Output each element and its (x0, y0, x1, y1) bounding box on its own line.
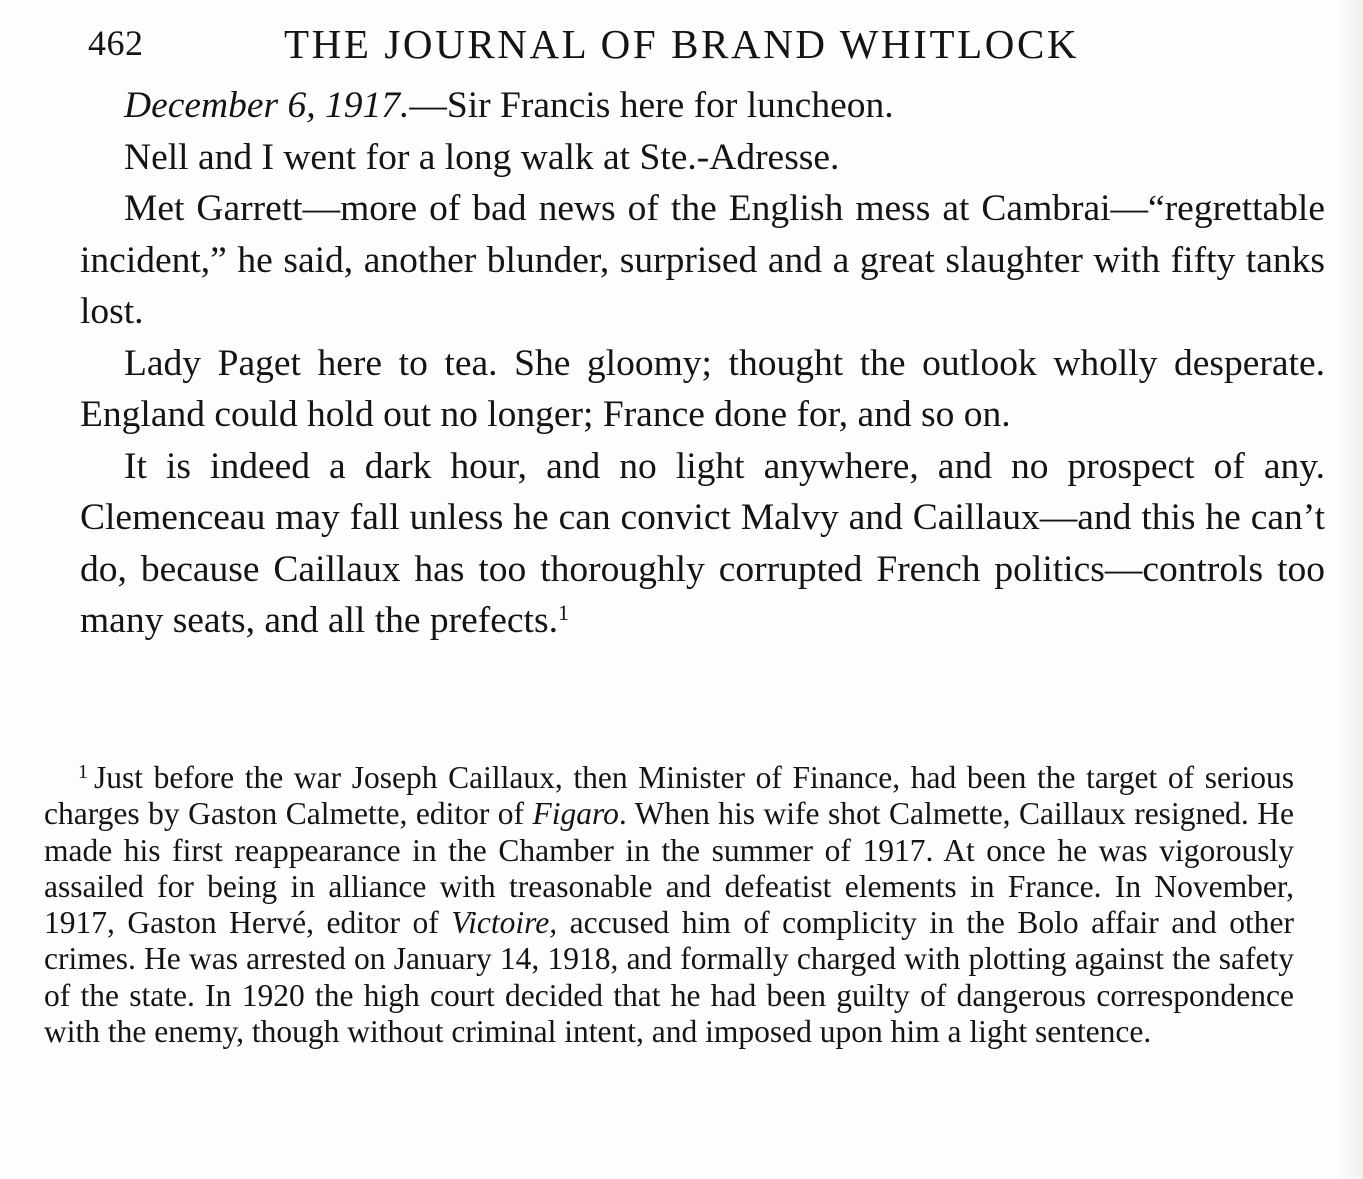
footnote-number: 1 (78, 761, 88, 783)
entry-paragraph-5 (80, 441, 1325, 647)
page-number: 462 (88, 23, 144, 63)
entry-paragraph-3: Met Garrett—more of bad news of the English mess at Cambrai—“regrettable incident,” he said, another blunder, surprised and a great slaughter with fifty tanks lost. (80, 188, 1325, 332)
entry-paragraph-5-text: It is indeed a dark hour, and no light anywhere, and no prospect of any. Clemenceau may fall unless he can convict Malvy and Caillaux—and this he can’t do, because Caillaux has too thoroughly corrupted French politics—controls too many seats, and all the prefects. (80, 445, 1325, 641)
entry-date: December 6, 1917. (124, 85, 410, 126)
footnote-text-b: . When his wife shot Calmette, Caillaux resigned. He made his first reappearance in the Chamber in the summer of 1917. At once he was vigorously assailed for being in alliance with treasonable and defeatist elements in France. In November, 1917, Gaston Hervé, editor of (44, 796, 1295, 941)
page-gutter-shadow (1337, 0, 1363, 1179)
entry-paragraph-1-text: —Sir Francis here for luncheon. (409, 85, 894, 126)
running-head: THE JOURNAL OF BRAND WHITLOCK (284, 21, 1080, 67)
footnote-italic-figaro: Figaro (532, 796, 619, 832)
journal-entry (80, 80, 1325, 647)
footnote-italic-victoire: Victoire, (451, 905, 558, 941)
page-header (88, 14, 1168, 74)
footnote (44, 760, 1294, 1050)
entry-paragraph-2: Nell and I went for a long walk at Ste.-Adresse. (124, 136, 840, 178)
footnote-marker[interactable]: 1 (557, 600, 569, 625)
footnote-text-c: accused him of complicity in the Bolo affair and other crimes. He was arrested on January 14, 1918, and formally charged with plotting against the safety of the state. In 1920 the high court decided that he had been guilty of dangerous correspondence with the enemy, though without criminal intent, and imposed upon him a light sentence. (44, 905, 1294, 1050)
entry-paragraph-4: Lady Paget here to tea. She gloomy; thought the outlook wholly desperate. England could hold out no longer; France done for, and so on. (80, 342, 1325, 435)
footnote-text-a: Just before the war Joseph Caillaux, then Minister of Finance, had been the target of serious charges by Gaston Calmette, editor of (44, 760, 1294, 832)
footnote-paragraph (44, 760, 1294, 1050)
entry-paragraph-1 (80, 80, 1325, 132)
